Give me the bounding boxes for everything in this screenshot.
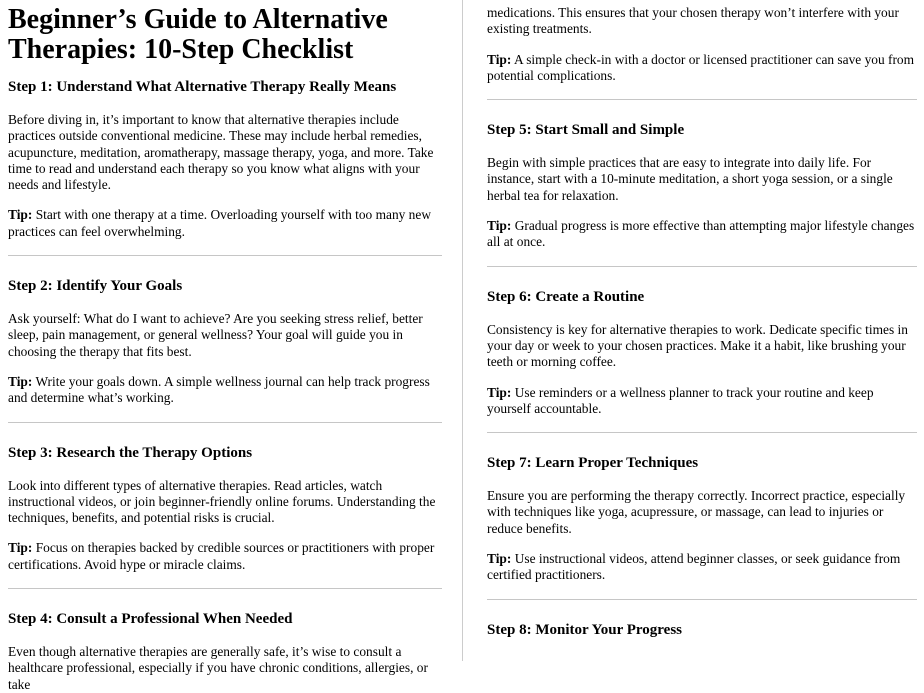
tip-text: Write your goals down. A simple wellness journal can help track progress and determine what’s working. [8, 373, 430, 406]
step-3-body: Look into different types of alternative therapies. Read articles, watch instructional videos, or join beginner-friendly online forums. Understanding the techniques, benefits, and potential risks is crucial. [8, 477, 436, 526]
step-5-heading: Step 5: Start Small and Simple [487, 122, 685, 139]
tip-label: Tip: [487, 384, 512, 400]
step-4-tip [487, 52, 917, 85]
section-divider [8, 588, 442, 589]
step-6-heading: Step 6: Create a Routine [487, 288, 645, 305]
step-2-tip [8, 374, 442, 407]
step-4-body-part1: Even though alternative therapies are generally safe, it’s wise to consult a healthcare professional, especially if you have chronic conditions, allergies, or take [8, 644, 428, 692]
step-5-body: Begin with simple practices that are easy to integrate into daily life. For instance, start with a 10-minute meditation, a short yoga session, or a single herbal tea for relaxation. [487, 155, 893, 203]
tip-text: Use reminders or a wellness planner to track your routine and keep yourself accountable. [487, 384, 874, 416]
step-3-tip [8, 540, 442, 573]
section-divider [487, 432, 917, 433]
document-title: Beginner’s Guide to Alternative Therapies: 10-Step Checklist [8, 4, 388, 65]
tip-label: Tip: [8, 373, 33, 389]
section-divider [487, 266, 917, 267]
column-divider [462, 0, 463, 661]
step-1-heading: Step 1: Understand What Alternative Therapy Really Means [8, 79, 397, 95]
step-7-body: Ensure you are performing the therapy correctly. Incorrect practice, especially with techniques like yoga, acupressure, or massage, can lead to injuries or reduce benefits. [487, 488, 906, 536]
step-1-tip [8, 207, 442, 240]
right-column [487, 0, 917, 639]
step-7-tip [487, 551, 917, 584]
tip-text: A simple check-in with a doctor or licensed practitioner can save you from potential complications. [487, 51, 915, 83]
step-2-heading: Step 2: Identify Your Goals [8, 278, 183, 295]
tip-label: Tip: [487, 218, 512, 234]
section-divider [8, 422, 442, 423]
step-5-tip [487, 218, 917, 251]
step-6-tip [487, 385, 917, 418]
step-6-body: Consistency is key for alternative therapies to work. Dedicate specific times in your day or week to your chosen practices. Make it a habit, like brushing your teeth or morning coffee. [487, 321, 908, 370]
tip-label: Tip: [8, 540, 33, 556]
tip-text: Focus on therapies backed by credible sources or practitioners with proper certifications. Avoid hype or miracle claims. [8, 540, 435, 572]
step-4-heading: Step 4: Consult a Professional When Needed [8, 611, 293, 628]
tip-text: Use instructional videos, attend beginner classes, or seek guidance from certified practitioners. [487, 551, 901, 583]
tip-text: Start with one therapy at a time. Overloading yourself with too many new practices can feel overwhelming. [8, 207, 431, 239]
left-column [8, 0, 442, 693]
section-divider [487, 99, 917, 100]
step-3-heading: Step 3: Research the Therapy Options [8, 444, 253, 461]
section-divider [8, 255, 442, 256]
tip-label: Tip: [487, 551, 512, 567]
tip-label: Tip: [8, 207, 33, 223]
section-divider [487, 599, 917, 600]
step-8-heading: Step 8: Monitor Your Progress [487, 621, 682, 638]
step-4-body-part2: medications. This ensures that your chosen therapy won’t interfere with your existing treatments. [487, 5, 899, 37]
step-7-heading: Step 7: Learn Proper Techniques [487, 455, 699, 472]
step-1-body: Before diving in, it’s important to know that alternative therapies include practices outside conventional medicine. These may include herbal remedies, acupuncture, meditation, aromatherapy, massage therapy, yoga, and more. Take time to read and understand each therapy so you know what aligns with your needs and lifestyle. [8, 112, 434, 193]
tip-label: Tip: [487, 51, 512, 67]
step-2-body: Ask yourself: What do I want to achieve? Are you seeking stress relief, better sleep, pain management, or general wellness? Your goal will guide you in choosing the therapy that fits best. [8, 311, 423, 359]
tip-text: Gradual progress is more effective than attempting major lifestyle changes all at once. [487, 218, 915, 250]
